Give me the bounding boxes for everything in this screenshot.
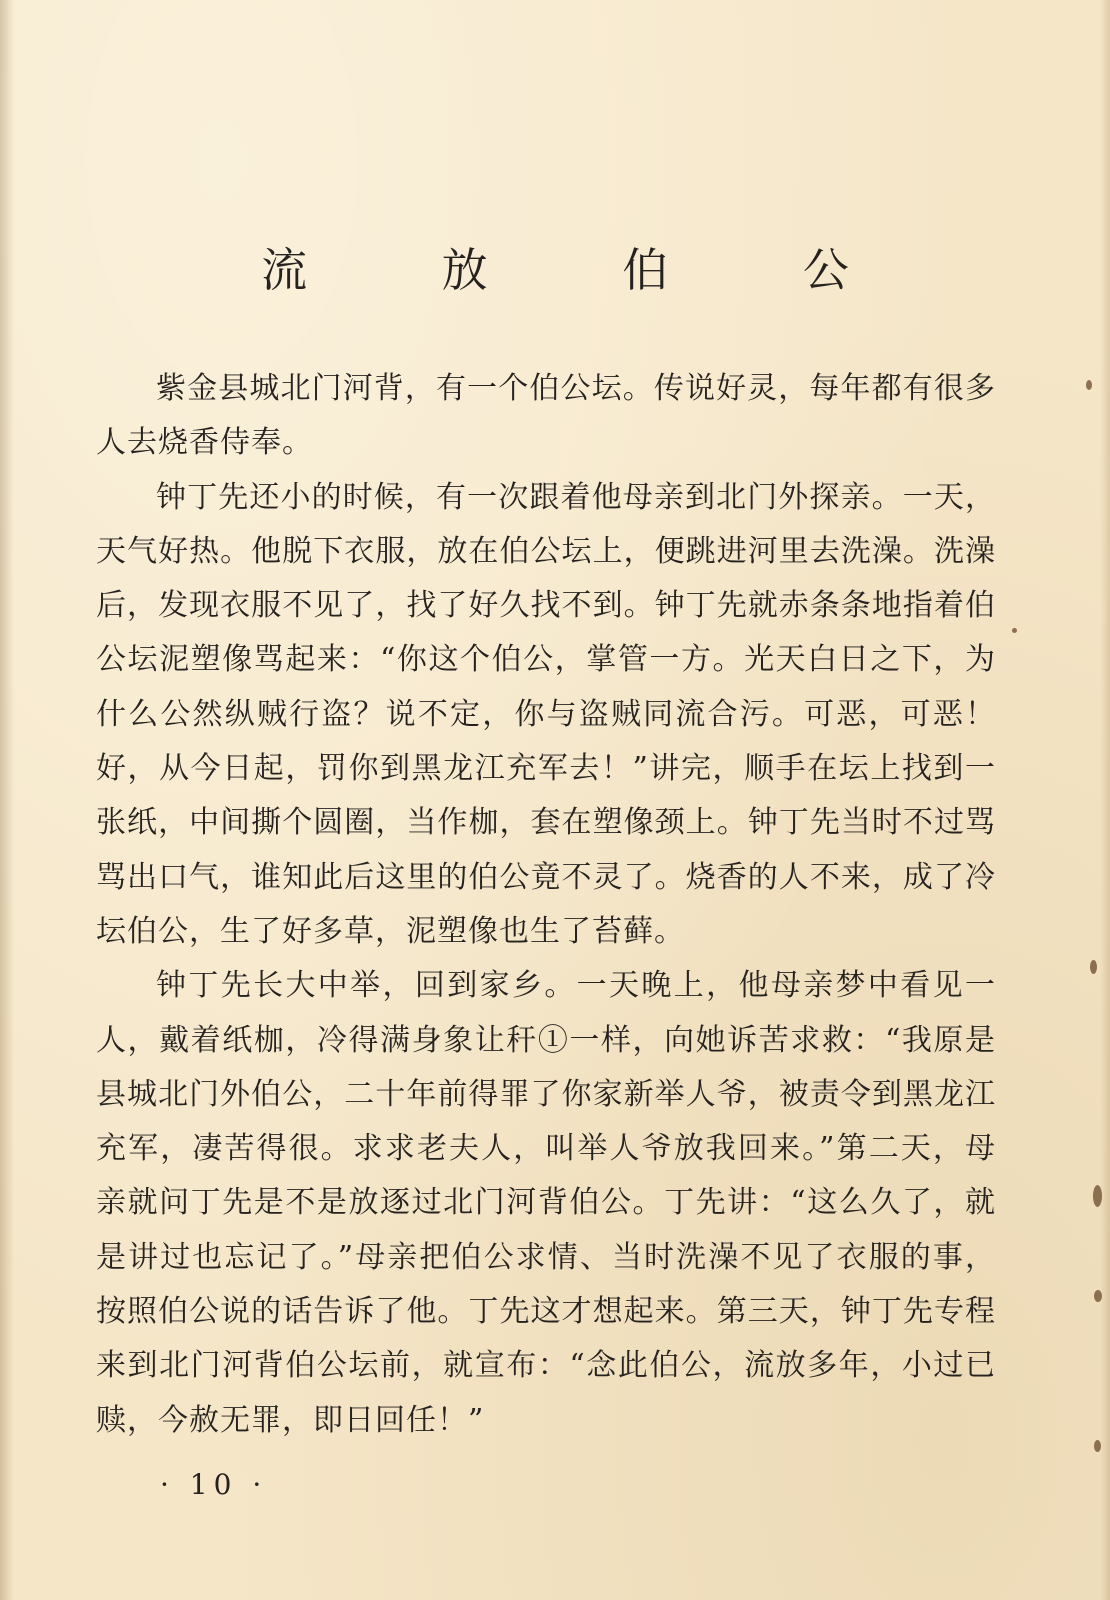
page-number: · 10 ·: [160, 1468, 268, 1501]
paper-speck: [1094, 1440, 1101, 1452]
paper-speck: [1090, 960, 1097, 974]
paragraph-3: 钟丁先长大中举，回到家乡。一天晚上，他母亲梦中看见一人，戴着纸枷，冷得满身象让秆①一样，向她诉苦求救：“我原是县城北门外伯公，二十年前得罪了你家新举人爷，被责令到黑龙江充军，凄苦得很。求求老夫人，叫举人爷放我回来。”第二天，母亲就问丁先是不是放逐过北门河背伯公。丁先讲：“这么久了，就是讲过也忘记了。”母亲把伯公求情、当时洗澡不见了衣服的事，按照伯公说的话告诉了他。丁先这才想起来。第三天，钟丁先专程来到北门河背伯公坛前，就宣布：“念此伯公，流放多年，小过已赎，今赦无罪，即日回任！”: [96, 968, 996, 1438]
paper-speck: [1093, 1185, 1102, 1207]
story-title: 流 放 伯 公: [261, 243, 909, 297]
paper-speck: [1094, 1290, 1102, 1302]
paragraph-2: 钟丁先还小的时候，有一次跟着他母亲到北门外探亲。一天，天气好热。他脱下衣服，放在伯公坛上，便跳进河里去洗澡。洗澡后，发现衣服不见了，找了好久找不到。钟丁先就赤条条地指着伯公坛泥塑像骂起来：“你这个伯公，掌管一方。光天白日之下，为什么公然纵贼行盗？说不定，你与盗贼同流合污。可恶，可恶！好，从今日起，罚你到黑龙江充军去！”讲完，顺手在坛上找到一张纸，中间撕个圆圈，当作枷，套在塑像颈上。钟丁先当时不过骂骂出口气，谁知此后这里的伯公竟不灵了。烧香的人不来，成了冷坛伯公，生了好多草，泥塑像也生了苔藓。: [96, 479, 996, 949]
paper-speck: [1086, 380, 1092, 390]
story-body: [96, 362, 996, 1448]
paragraph-1: 紫金县城北门河背，有一个伯公坛。传说好灵，每年都有很多人去烧香侍奉。: [96, 371, 996, 461]
paper-speck: [1012, 628, 1017, 633]
